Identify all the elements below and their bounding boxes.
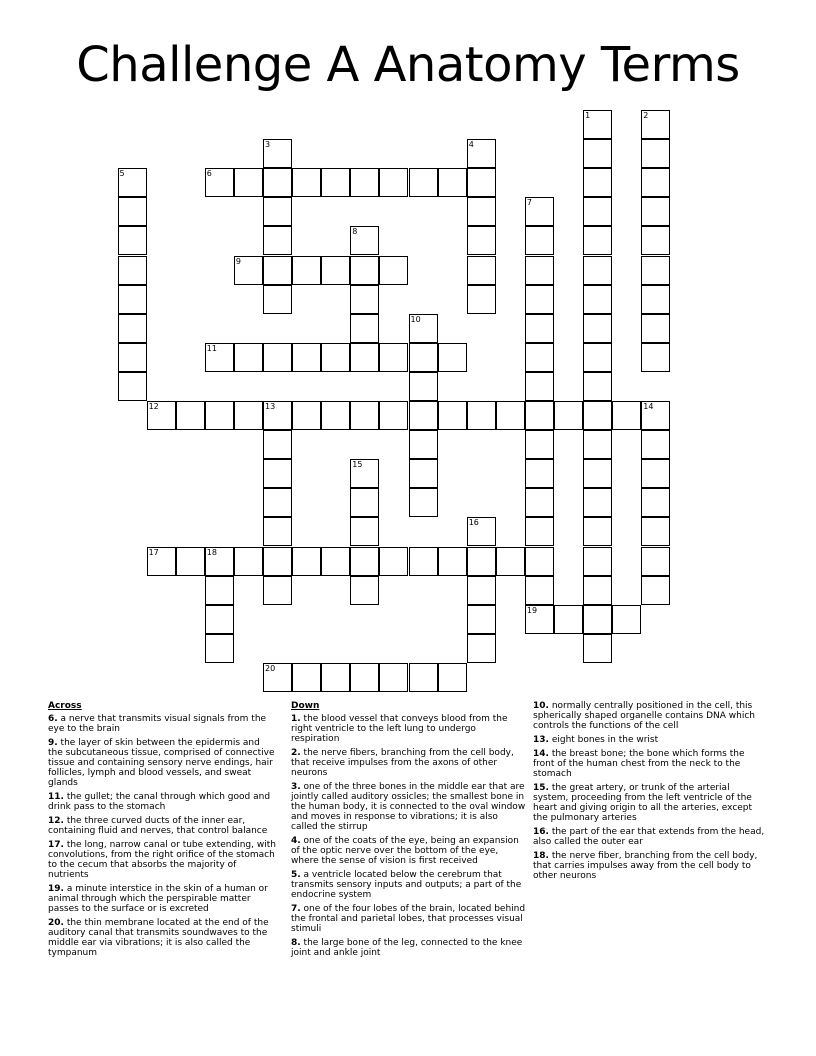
clue-number: 10. [533, 701, 549, 711]
grid-cell[interactable] [467, 256, 496, 285]
grid-cell[interactable] [641, 459, 670, 488]
clue-number-label: 7 [526, 198, 532, 208]
grid-cell[interactable] [438, 547, 467, 576]
clue-number: 18. [533, 851, 549, 861]
grid-cell[interactable] [321, 256, 350, 285]
grid-cell[interactable] [467, 285, 496, 314]
grid-cell[interactable] [234, 343, 263, 372]
clue-text: one of the coats of the eye, being an expansion of the optic nerve over the bottom of the eye, where the sense of vision is first received [291, 836, 519, 866]
clue-item [291, 904, 526, 934]
clue-text: the three curved ducts of the inner ear, containing fluid and nerves, that control balance [48, 816, 268, 836]
grid-cell[interactable] [641, 343, 670, 372]
grid-cell[interactable] [350, 517, 379, 546]
grid-cell[interactable] [641, 168, 670, 197]
clue-number: 20. [48, 918, 64, 928]
grid-cell[interactable] [583, 517, 612, 546]
clue-number-label: 6 [206, 169, 212, 179]
grid-cell[interactable] [350, 488, 379, 517]
grid-cell[interactable] [467, 197, 496, 226]
clue-item [291, 870, 526, 900]
clue-text: a ventricle located below the cerebrum that transmits sensory inputs and outputs; a part of the endocrine system [291, 870, 522, 900]
grid-cell[interactable] [118, 343, 147, 372]
grid-cell[interactable] [263, 517, 292, 546]
clue-item [533, 701, 765, 731]
grid-cell[interactable] [583, 285, 612, 314]
clue-number: 6. [48, 714, 58, 724]
clue-text: the nerve fiber, branching from the cell body, that carries impulses away from the cell body to other neurons [533, 851, 758, 881]
grid-cell[interactable] [583, 256, 612, 285]
grid-cell[interactable] [467, 634, 496, 663]
grid-cell[interactable] [118, 226, 147, 255]
grid-cell[interactable] [350, 285, 379, 314]
grid-cell[interactable] [525, 314, 554, 343]
clue-number-label: 4 [468, 140, 474, 150]
grid-cell[interactable] [205, 634, 234, 663]
grid-cell[interactable] [496, 547, 525, 576]
grid-cell[interactable] [525, 576, 554, 605]
grid-cell[interactable] [409, 459, 438, 488]
grid-cell[interactable] [176, 547, 205, 576]
grid-cell[interactable] [525, 547, 554, 576]
grid-cell[interactable] [292, 401, 321, 430]
grid-cell[interactable] [525, 226, 554, 255]
clue-number-label: 1 [585, 111, 591, 120]
grid-cell[interactable] [292, 547, 321, 576]
clue-text: the large bone of the leg, connected to the knee joint and ankle joint [291, 938, 523, 958]
grid-cell[interactable] [263, 197, 292, 226]
grid-cell[interactable] [118, 314, 147, 343]
grid-cell[interactable] [583, 168, 612, 197]
grid-cell[interactable] [554, 605, 583, 634]
clue-item [48, 714, 276, 734]
grid-cell[interactable] [583, 430, 612, 459]
clue-number-label: 9 [235, 256, 241, 266]
clue-item [533, 827, 765, 847]
clue-number-label: 16 [468, 518, 479, 528]
across-heading: Across [48, 701, 82, 711]
grid-cell[interactable] [205, 576, 234, 605]
grid-cell[interactable] [321, 343, 350, 372]
grid-cell[interactable] [321, 663, 350, 692]
grid-cell[interactable] [641, 547, 670, 576]
grid-cell[interactable] [641, 285, 670, 314]
grid-cell[interactable] [176, 401, 205, 430]
grid-cell[interactable] [467, 605, 496, 634]
clue-number: 7. [291, 904, 301, 914]
grid-cell[interactable] [583, 634, 612, 663]
grid-cell[interactable] [379, 663, 408, 692]
grid-cell[interactable] [641, 197, 670, 226]
clue-item [48, 738, 276, 788]
grid-cell[interactable] [292, 343, 321, 372]
grid-cell[interactable] [409, 168, 438, 197]
grid-cell[interactable] [525, 459, 554, 488]
clue-number: 13. [533, 735, 549, 745]
clue-number: 15. [533, 783, 549, 793]
grid-cell[interactable] [118, 256, 147, 285]
clue-number-label: 12 [148, 402, 159, 411]
grid-cell[interactable] [350, 168, 379, 197]
grid-cell[interactable] [350, 663, 379, 692]
grid-cell[interactable] [496, 401, 525, 430]
grid-cell[interactable] [321, 168, 350, 197]
grid-cell[interactable] [234, 547, 263, 576]
clue-text: the part of the ear that extends from the head, also called the outer ear [533, 827, 765, 847]
across-clues [48, 701, 276, 962]
clue-text: the nerve fibers, branching from the cell body, that receive impulses from the axons of other neurons [291, 748, 514, 778]
clue-item [291, 748, 526, 778]
grid-cell[interactable] [525, 401, 554, 430]
grid-cell[interactable] [583, 226, 612, 255]
grid-cell[interactable] [438, 343, 467, 372]
grid-cell[interactable] [263, 343, 292, 372]
clue-number: 4. [291, 836, 301, 846]
clue-number-label: 15 [352, 460, 363, 470]
grid-cell[interactable] [321, 547, 350, 576]
down-clues-continued [533, 701, 765, 885]
down-clues [291, 701, 526, 962]
grid-cell[interactable] [350, 343, 379, 372]
grid-cell[interactable] [234, 401, 263, 430]
clue-text: the breast bone; the bone which forms the front of the human chest from the neck to the stomach [533, 749, 745, 779]
grid-cell[interactable] [583, 139, 612, 168]
clue-item [48, 792, 276, 812]
grid-cell[interactable] [525, 343, 554, 372]
grid-cell[interactable] [583, 488, 612, 517]
grid-cell[interactable] [641, 576, 670, 605]
grid-cell[interactable] [409, 343, 438, 372]
clue-number-label: 3 [265, 140, 271, 150]
clue-item [48, 840, 276, 880]
grid-cell[interactable] [641, 488, 670, 517]
grid-cell[interactable] [438, 168, 467, 197]
grid-cell[interactable] [641, 430, 670, 459]
grid-cell[interactable] [641, 226, 670, 255]
clue-number: 11. [48, 792, 64, 802]
clue-text: one of the four lobes of the brain, located behind the frontal and parietal lobes, that processes visual stimuli [291, 904, 526, 934]
grid-cell[interactable] [525, 285, 554, 314]
grid-cell[interactable] [467, 547, 496, 576]
clue-number: 3. [291, 782, 301, 792]
clue-number: 9. [48, 738, 58, 748]
clue-number-label: 5 [119, 169, 125, 179]
clue-number: 2. [291, 748, 301, 758]
clue-number-label: 10 [410, 314, 421, 324]
grid-cell[interactable] [350, 576, 379, 605]
clue-number-label: 14 [643, 402, 654, 411]
grid-cell[interactable] [409, 488, 438, 517]
grid-cell[interactable] [321, 401, 350, 430]
clue-number-label: 20 [265, 663, 276, 673]
grid-cell[interactable] [350, 256, 379, 285]
grid-cell[interactable] [379, 168, 408, 197]
grid-cell[interactable] [583, 197, 612, 226]
clue-item [48, 918, 276, 958]
grid-cell[interactable] [292, 168, 321, 197]
grid-cell[interactable] [583, 547, 612, 576]
clue-number-label: 11 [206, 343, 217, 353]
grid-cell[interactable] [438, 401, 467, 430]
grid-cell[interactable] [554, 401, 583, 430]
clue-item [291, 836, 526, 866]
clue-text: a minute interstice in the skin of a human or animal through which the perspirable matter passes to the surface or is excreted [48, 884, 268, 914]
grid-cell[interactable] [612, 401, 641, 430]
grid-cell[interactable] [205, 605, 234, 634]
grid-cell[interactable] [263, 226, 292, 255]
clue-text: one of the three bones in the middle ear that are jointly called auditory ossicles; the smallest bone in the human body, it is connected to the oval window and moves in response to vibrations; it is also called the stirrup [291, 782, 526, 832]
down-heading: Down [291, 701, 320, 711]
clue-item [533, 749, 765, 779]
grid-cell[interactable] [409, 430, 438, 459]
grid-cell[interactable] [292, 663, 321, 692]
clue-number-label: 2 [643, 111, 649, 120]
clue-item [48, 884, 276, 914]
clue-number-label: 8 [352, 227, 358, 237]
grid-cell[interactable] [379, 343, 408, 372]
grid-cell[interactable] [350, 401, 379, 430]
clue-text: normally centrally positioned in the cell, this spherically shaped organelle contains DNA which controls the functions of the cell [533, 701, 755, 731]
grid-cell[interactable] [525, 372, 554, 401]
clue-item [291, 938, 526, 958]
clue-number: 5. [291, 870, 301, 880]
clue-text: the great artery, or trunk of the arterial system, proceeding from the left ventricle of the heart and giving origin to all the arteries, except the pulmonary arteries [533, 783, 753, 823]
grid-cell[interactable] [583, 459, 612, 488]
clue-text: the blood vessel that conveys blood from the right ventricle to the left lung to undergo respiration [291, 714, 508, 744]
grid-cell[interactable] [263, 285, 292, 314]
grid-cell[interactable] [583, 343, 612, 372]
grid-cell[interactable] [263, 576, 292, 605]
grid-cell[interactable] [583, 576, 612, 605]
grid-cell[interactable] [583, 605, 612, 634]
grid-cell[interactable] [292, 256, 321, 285]
grid-cell[interactable] [438, 663, 467, 692]
grid-cell[interactable] [118, 372, 147, 401]
grid-cell[interactable] [467, 168, 496, 197]
clue-number-label: 17 [148, 547, 159, 557]
grid-cell[interactable] [350, 547, 379, 576]
grid-cell[interactable] [263, 256, 292, 285]
grid-cell[interactable] [379, 547, 408, 576]
clue-text: the long, narrow canal or tube extending, with convolutions, from the right orifice of the stomach to the cecum that absorbs the majority of nutrients [48, 840, 276, 880]
clue-item [48, 816, 276, 836]
grid-cell[interactable] [612, 605, 641, 634]
clue-number-label: 18 [206, 547, 217, 557]
clue-item [533, 735, 765, 745]
grid-cell[interactable] [379, 256, 408, 285]
clue-number-label: 19 [526, 605, 538, 615]
grid-cell[interactable] [205, 401, 234, 430]
grid-cell[interactable] [583, 314, 612, 343]
grid-cell[interactable] [234, 168, 263, 197]
grid-cell[interactable] [379, 401, 408, 430]
grid-cell[interactable] [409, 547, 438, 576]
clue-number: 17. [48, 840, 64, 850]
clue-number: 12. [48, 816, 64, 826]
grid-cell[interactable] [525, 488, 554, 517]
grid-cell[interactable] [409, 372, 438, 401]
grid-cell[interactable] [583, 401, 612, 430]
grid-cell[interactable] [409, 663, 438, 692]
clue-text: a nerve that transmits visual signals from the eye to the brain [48, 714, 267, 734]
grid-cell[interactable] [409, 401, 438, 430]
clue-number-label: 13 [265, 402, 276, 411]
grid-cell[interactable] [263, 168, 292, 197]
grid-cell[interactable] [583, 372, 612, 401]
clue-item [291, 782, 526, 832]
grid-cell[interactable] [263, 547, 292, 576]
grid-cell[interactable] [641, 314, 670, 343]
grid-cell[interactable] [467, 226, 496, 255]
grid-cell[interactable] [525, 430, 554, 459]
puzzle-title: Challenge A Anatomy Terms [76, 37, 740, 93]
grid-cell[interactable] [467, 401, 496, 430]
clue-number: 14. [533, 749, 549, 759]
clue-text: the layer of skin between the epidermis and the subcutaneous tissue, comprised of connective tissue and containing sensory nerve endings, hair follicles, lymph and blood vessels, and sweat glands [48, 738, 275, 788]
grid-cell[interactable] [467, 576, 496, 605]
grid-cell[interactable] [118, 197, 147, 226]
clue-text: the gullet; the canal through which good and drink pass to the stomach [48, 792, 271, 812]
grid-cell[interactable] [118, 285, 147, 314]
clue-number: 8. [291, 938, 301, 948]
clue-number: 16. [533, 827, 549, 837]
clue-text: eight bones in the wrist [548, 735, 659, 745]
grid-cell[interactable] [525, 517, 554, 546]
clue-number: 1. [291, 714, 301, 724]
grid-cell[interactable] [641, 139, 670, 168]
clue-number: 19. [48, 884, 64, 894]
clue-text: the thin membrane located at the end of the auditory canal that transmits soundwaves to the middle ear via vibrations; it is also called the tympanum [48, 918, 269, 958]
grid-cell[interactable] [525, 256, 554, 285]
grid-cell[interactable] [263, 459, 292, 488]
grid-cell[interactable] [263, 430, 292, 459]
grid-cell[interactable] [350, 314, 379, 343]
clue-item [533, 783, 765, 823]
clue-item [291, 714, 526, 744]
clue-item [533, 851, 765, 881]
grid-cell[interactable] [641, 517, 670, 546]
grid-cell[interactable] [641, 256, 670, 285]
grid-cell[interactable] [263, 488, 292, 517]
